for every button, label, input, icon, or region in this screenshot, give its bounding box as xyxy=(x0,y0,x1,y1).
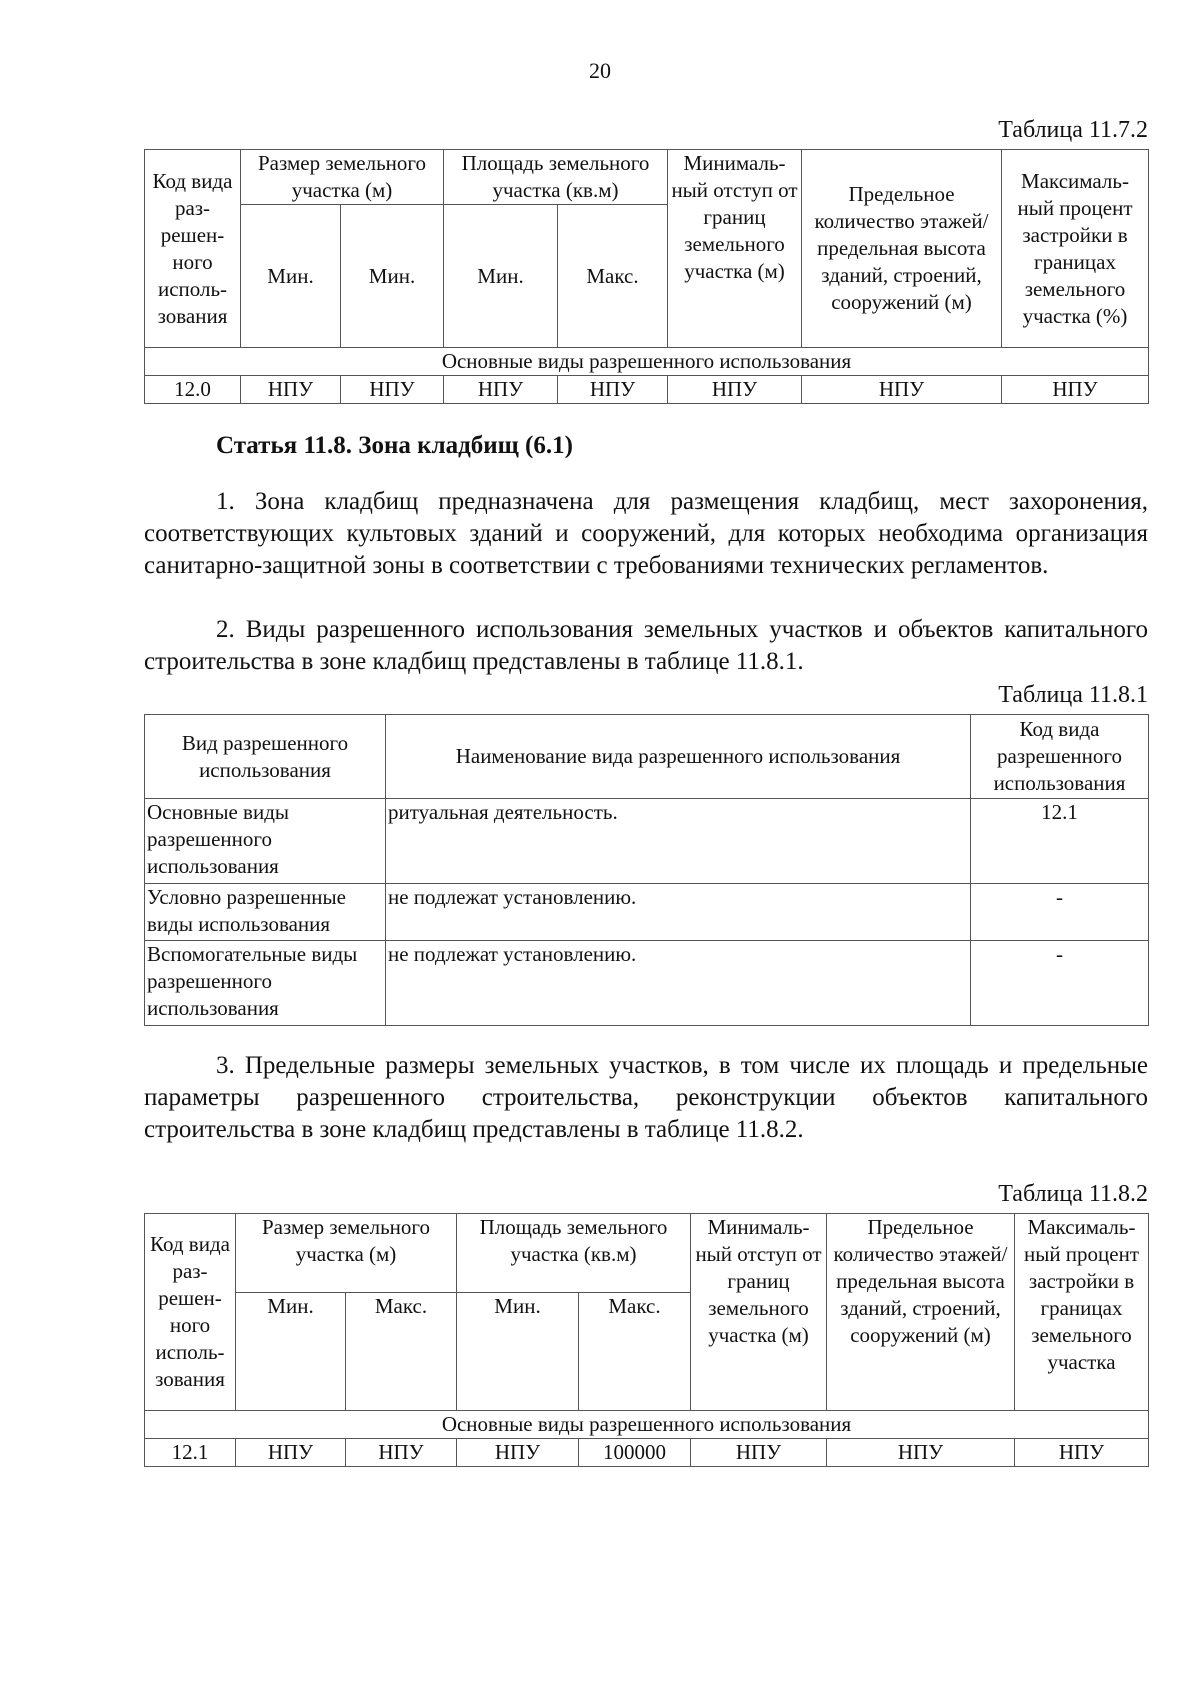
cell-size-max: НПУ xyxy=(346,1439,457,1467)
table-row xyxy=(145,376,1149,404)
cell-floors: НПУ xyxy=(827,1439,1015,1467)
cell-size-min: НПУ xyxy=(241,376,341,404)
header-size-max: Макс. xyxy=(346,1293,457,1411)
cell-code: - xyxy=(971,941,1149,1026)
cell-code: - xyxy=(971,884,1149,941)
cell-size-min: НПУ xyxy=(236,1439,346,1467)
header-name: Наименование вида разрешенного использования xyxy=(386,715,971,799)
cell-name: не подлежат установлению. xyxy=(386,884,971,941)
cell-area-max: НПУ xyxy=(558,376,668,404)
header-offset: Минималь-ный отступ от границ земельного участка (м) xyxy=(691,1214,827,1411)
header-offset: Минималь-ный отступ от границ земельного участка (м) xyxy=(668,150,802,348)
cell-kind: Условно разрешенные виды использования xyxy=(145,884,386,941)
cell-percent: НПУ xyxy=(1015,1439,1149,1467)
header-area-min: Мин. xyxy=(457,1293,579,1411)
header-size-group: Размер земельного участка (м) xyxy=(241,150,444,205)
cell-name: ритуальная деятельность. xyxy=(386,799,971,884)
header-size-min: Мин. xyxy=(241,205,341,348)
header-size-min: Мин. xyxy=(236,1293,346,1411)
header-size-min-2: Мин. xyxy=(341,205,444,348)
header-code: Код вида раз-решен-ного исполь-зования xyxy=(145,1214,236,1411)
table-caption: Таблица 11.7.2 xyxy=(998,117,1148,143)
limits-table-11-7-2 xyxy=(144,149,1149,404)
cell-area-max: 100000 xyxy=(579,1439,691,1467)
header-kind: Вид разрешенного использования xyxy=(145,715,386,799)
header-area-group: Площадь земельного участка (кв.м) xyxy=(444,150,668,205)
header-area-group: Площадь земельного участка (кв.м) xyxy=(457,1214,691,1293)
paragraph-3: 3. Предельные размеры земельных участков, в том числе их площадь и предельные параметры разрешенного строительства, реконструкции объектов капитального строительства в зоне кладбищ представлены в таблице 11.8.2. xyxy=(144,1052,1148,1143)
page-number: 20 xyxy=(589,58,611,83)
header-area-max: Макс. xyxy=(579,1293,691,1411)
table-row xyxy=(145,884,1149,941)
paragraph-2: 2. Виды разрешенного использования земельных участков и объектов капитального строительства в зоне кладбищ представлены в таблице 11.8.1. xyxy=(144,616,1148,675)
cell-name: не подлежат установлению. xyxy=(386,941,971,1026)
cell-floors: НПУ xyxy=(802,376,1002,404)
table-row xyxy=(145,799,1149,884)
article-heading: Статья 11.8. Зона кладбищ (6.1) xyxy=(216,432,573,459)
table-row xyxy=(145,941,1149,1026)
section-row: Основные виды разрешенного использования xyxy=(145,348,1149,376)
cell-code: 12.1 xyxy=(145,1439,236,1467)
use-types-table-11-8-1 xyxy=(144,714,1149,1026)
cell-code: 12.0 xyxy=(145,376,241,404)
header-floors: Предельное количество этажей/ предельная высота зданий, строений, сооружений (м) xyxy=(802,150,1002,348)
cell-size-min-2: НПУ xyxy=(341,376,444,404)
cell-offset: НПУ xyxy=(668,376,802,404)
header-code: Код вида раз-решен-ного исполь-зования xyxy=(145,150,241,348)
cell-kind: Вспомогательные виды разрешенного использования xyxy=(145,941,386,1026)
section-row: Основные виды разрешенного использования xyxy=(145,1411,1149,1439)
table-caption: Таблица 11.8.2 xyxy=(998,1181,1148,1207)
table-row xyxy=(145,1439,1149,1467)
cell-area-min: НПУ xyxy=(457,1439,579,1467)
header-code: Код вида разрешенного использования xyxy=(971,715,1149,799)
header-floors: Предельное количество этажей/ предельная высота зданий, строений, сооружений (м) xyxy=(827,1214,1015,1411)
cell-percent: НПУ xyxy=(1002,376,1149,404)
cell-kind: Основные виды разрешенного использования xyxy=(145,799,386,884)
cell-area-min: НПУ xyxy=(444,376,558,404)
header-percent: Максималь-ный процент застройки в границах земельного участка xyxy=(1015,1214,1149,1411)
cell-code: 12.1 xyxy=(971,799,1149,884)
header-size-group: Размер земельного участка (м) xyxy=(236,1214,457,1293)
header-area-max: Макс. xyxy=(558,205,668,348)
cell-offset: НПУ xyxy=(691,1439,827,1467)
table-caption: Таблица 11.8.1 xyxy=(998,682,1148,708)
paragraph-1: 1. Зона кладбищ предназначена для размещения кладбищ, мест захоронения, соответствующих культовых зданий и сооружений, для которых необходима организация санитарно-защитной зоны в соответствии с требованиями технических регламентов. xyxy=(144,488,1148,579)
header-percent: Максималь-ный процент застройки в границах земельного участка (%) xyxy=(1002,150,1149,348)
limits-table-11-8-2 xyxy=(144,1213,1149,1467)
header-area-min: Мин. xyxy=(444,205,558,348)
